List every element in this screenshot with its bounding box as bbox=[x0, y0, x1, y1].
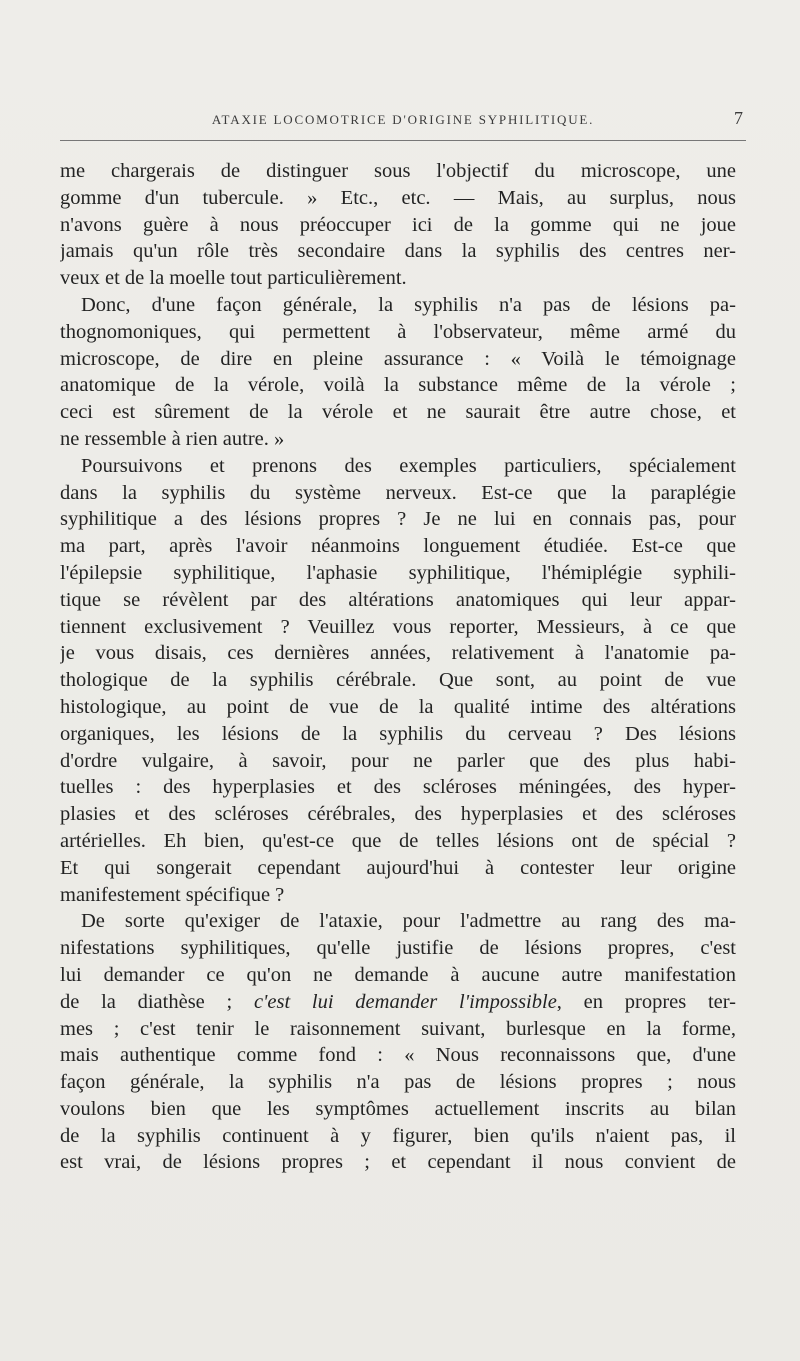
body-line: d'ordre vulgaire, à savoir, pour ne parler que des plus habi- bbox=[60, 749, 736, 772]
body-line: histologique, au point de vue de la qualité intime des altérations bbox=[60, 695, 736, 718]
body-line: lui demander ce qu'on ne demande à aucune autre manifestation bbox=[60, 963, 736, 986]
body-line: je vous disais, ces dernières années, relativement à l'anatomie pa- bbox=[60, 642, 736, 665]
body-line: est vrai, de lésions propres ; et cependant il nous convient de bbox=[60, 1151, 736, 1174]
body-line: me chargerais de distinguer sous l'objectif du microscope, une bbox=[60, 160, 736, 182]
body-line: Donc, d'une façon générale, la syphilis n'a pas de lésions pa- bbox=[81, 293, 736, 316]
body-line: dans la syphilis du système nerveux. Est-ce que la paraplégie bbox=[60, 481, 736, 504]
body-line-with-italic bbox=[60, 989, 736, 1016]
body-line: tique se révèlent par des altérations anatomiques qui leur appar- bbox=[60, 588, 736, 611]
body-line: De sorte qu'exiger de l'ataxie, pour l'admettre au rang des ma- bbox=[81, 910, 736, 933]
body-line: manifestement spécifique ? bbox=[60, 883, 285, 906]
italic-line-before: de la diathèse ; bbox=[60, 990, 254, 1013]
body-line: plasies et des scléroses cérébrales, des hyperplasies et des scléroses bbox=[60, 803, 736, 826]
body-line: anatomique de la vérole, voilà la substance même de la vérole ; bbox=[60, 374, 736, 397]
italic-line-after: , en propres ter- bbox=[556, 990, 736, 1013]
header-rule bbox=[60, 140, 746, 141]
body-line: gomme d'un tubercule. » Etc., etc. — Mais, au surplus, nous bbox=[60, 186, 736, 209]
page-header bbox=[60, 108, 746, 138]
running-head: ATAXIE LOCOMOTRICE D'ORIGINE SYPHILITIQUE. bbox=[211, 112, 595, 127]
body-line: thologique de la syphilis cérébrale. Que sont, au point de vue bbox=[60, 669, 736, 692]
body-line: ne ressemble à rien autre. » bbox=[60, 427, 285, 450]
body-line: l'épilepsie syphilitique, l'aphasie syphilitique, l'hémiplégie syphili- bbox=[60, 561, 736, 584]
body-line: ceci est sûrement de la vérole et ne saurait être autre chose, et bbox=[60, 401, 736, 424]
body-line: nifestations syphilitiques, qu'elle justifie de lésions propres, c'est bbox=[60, 937, 736, 960]
body-line: jamais qu'un rôle très secondaire dans la syphilis des centres ner- bbox=[60, 240, 736, 263]
page-number: 7 bbox=[734, 108, 743, 128]
body-line: veux et de la moelle tout particulièrement. bbox=[60, 267, 407, 290]
body-line: tuelles : des hyperplasies et des scléroses méningées, des hyper- bbox=[60, 776, 736, 799]
body-line: voulons bien que les symptômes actuellement inscrits au bilan bbox=[60, 1097, 736, 1120]
body-line: organiques, les lésions de la syphilis du cerveau ? Des lésions bbox=[60, 722, 736, 745]
body-line: façon générale, la syphilis n'a pas de lésions propres ; nous bbox=[60, 1071, 736, 1094]
body-line: Et qui songerait cependant aujourd'hui à contester leur origine bbox=[60, 856, 736, 879]
body-line: mes ; c'est tenir le raisonnement suivant, burlesque en la forme, bbox=[60, 1017, 736, 1040]
body-line: ma part, après l'avoir néanmoins longuement étudiée. Est-ce que bbox=[60, 535, 736, 558]
body-line: tiennent exclusivement ? Veuillez vous reporter, Messieurs, à ce que bbox=[60, 615, 736, 638]
body-line: Poursuivons et prenons des exemples particuliers, spécialement bbox=[81, 454, 736, 477]
body-line: mais authentique comme fond : « Nous reconnaissons que, d'une bbox=[60, 1044, 736, 1067]
body-line: artérielles. Eh bien, qu'est-ce que de telles lésions ont de spécial ? bbox=[60, 829, 736, 852]
body-line: syphilitique a des lésions propres ? Je ne lui en connais pas, pour bbox=[60, 508, 736, 531]
body-line: thognomoniques, qui permettent à l'observateur, même armé du bbox=[60, 320, 736, 343]
body-line: de la syphilis continuent à y figurer, bien qu'ils n'aient pas, il bbox=[60, 1124, 736, 1147]
italic-phrase: c'est lui demander l'impossible bbox=[253, 990, 557, 1013]
body-line: n'avons guère à nous préoccuper ici de la gomme qui ne joue bbox=[60, 213, 736, 236]
body-line: microscope, de dire en pleine assurance : « Voilà le témoignage bbox=[60, 347, 736, 370]
body-text bbox=[60, 158, 736, 1176]
